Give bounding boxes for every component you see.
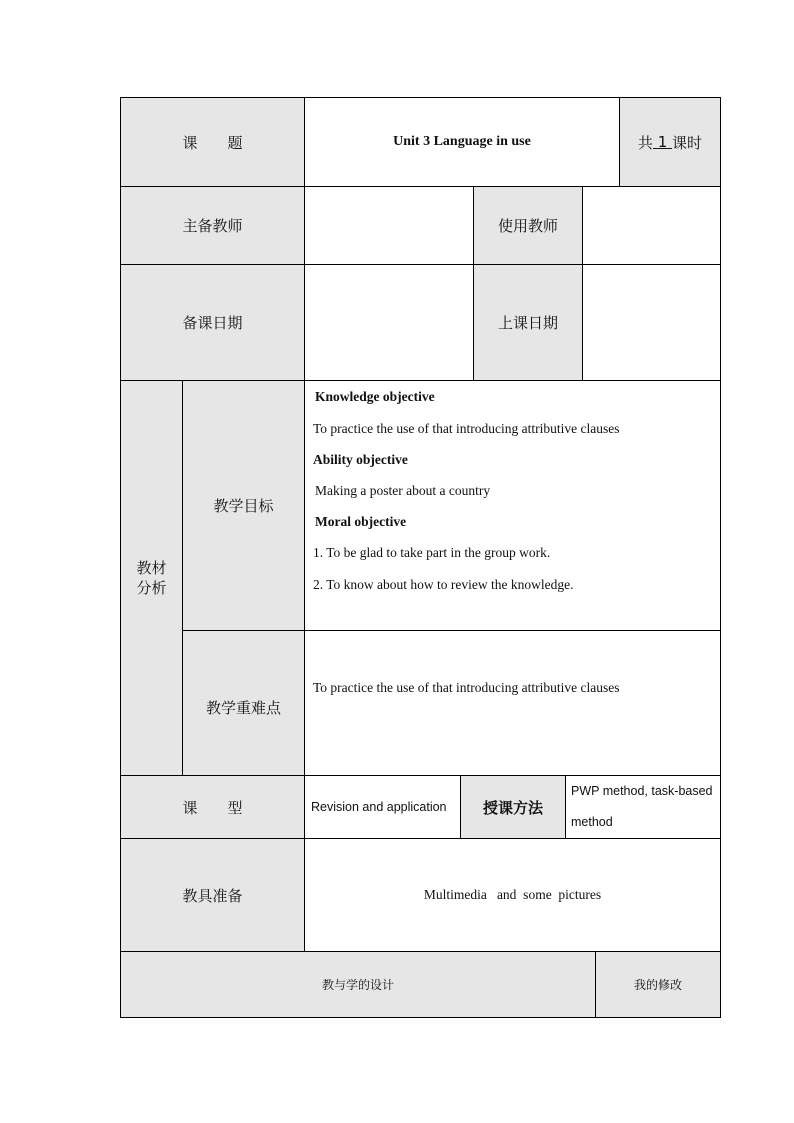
revision-label bbox=[595, 951, 721, 1018]
user-teacher-value[interactable] bbox=[582, 186, 721, 265]
lead-teacher-value[interactable] bbox=[304, 186, 474, 265]
topic-value-text: Unit 3 Language in use bbox=[393, 134, 531, 149]
objective-line-knowledge-heading: Knowledge objective bbox=[315, 389, 435, 404]
objectives-content[interactable] bbox=[304, 380, 721, 631]
periods-count: 1 bbox=[657, 133, 668, 151]
lesson-type-label-text: 课 型 bbox=[182, 798, 243, 817]
teaching-method-label-text: 授课方法 bbox=[482, 798, 543, 817]
teaching-method-value-line1: PWP method, task-based bbox=[571, 784, 713, 798]
teaching-tools-label-text: 教具准备 bbox=[182, 886, 243, 905]
material-analysis-label-line2: 分析 bbox=[136, 579, 167, 597]
lead-teacher-label-text: 主备教师 bbox=[182, 217, 243, 235]
prep-date-label-text: 备课日期 bbox=[182, 314, 243, 332]
teaching-method-label bbox=[460, 775, 566, 839]
design-label-text: 教与学的设计 bbox=[321, 978, 394, 992]
periods-suffix: 课时 bbox=[672, 133, 703, 152]
teaching-tools-value-text: Multimedia and some pictures bbox=[423, 887, 602, 902]
objective-line-ability-heading: Ability objective bbox=[313, 452, 408, 467]
key-points-content[interactable] bbox=[304, 630, 721, 776]
objective-line-moral-2: 2. To know about how to review the knowledge. bbox=[313, 577, 574, 592]
prep-date-label bbox=[120, 264, 305, 381]
design-label bbox=[120, 951, 596, 1018]
objective-line-moral-1: 1. To be glad to take part in the group work. bbox=[313, 545, 551, 560]
teaching-method-value-line2: method bbox=[571, 815, 613, 829]
topic-label bbox=[120, 97, 305, 187]
topic-value[interactable] bbox=[304, 97, 620, 187]
lesson-type-label bbox=[120, 775, 305, 839]
class-date-value[interactable] bbox=[582, 264, 721, 381]
material-analysis-label bbox=[120, 380, 183, 776]
teaching-tools-label bbox=[120, 838, 305, 952]
lesson-type-value[interactable] bbox=[304, 775, 461, 839]
periods-prefix: 共 bbox=[637, 133, 653, 152]
key-points-label-text: 教学重难点 bbox=[205, 698, 281, 717]
teaching-method-value[interactable] bbox=[565, 775, 721, 839]
topic-label-text: 课 题 bbox=[182, 133, 243, 152]
revision-label-text: 我的修改 bbox=[633, 978, 682, 992]
teaching-tools-value[interactable] bbox=[304, 838, 721, 952]
objectives-label-text: 教学目标 bbox=[213, 497, 274, 515]
lead-teacher-label bbox=[120, 186, 305, 265]
user-teacher-label bbox=[473, 186, 583, 265]
material-analysis-label-line1: 教材 bbox=[136, 559, 167, 577]
class-date-label bbox=[473, 264, 583, 381]
lesson-type-value-text: Revision and application bbox=[311, 800, 447, 814]
objective-line-ability: Making a poster about a country bbox=[315, 483, 491, 498]
class-date-label-text: 上课日期 bbox=[497, 314, 558, 332]
user-teacher-label-text: 使用教师 bbox=[497, 217, 558, 235]
periods-cell[interactable] bbox=[619, 97, 721, 187]
key-points-label bbox=[182, 630, 305, 776]
key-points-text: To practice the use of that introducing attributive clauses bbox=[313, 680, 620, 695]
objectives-label bbox=[182, 380, 305, 631]
prep-date-value[interactable] bbox=[304, 264, 474, 381]
objective-line-knowledge: To practice the use of that introducing attributive clauses bbox=[313, 421, 620, 436]
objective-line-moral-heading: Moral objective bbox=[315, 514, 407, 529]
